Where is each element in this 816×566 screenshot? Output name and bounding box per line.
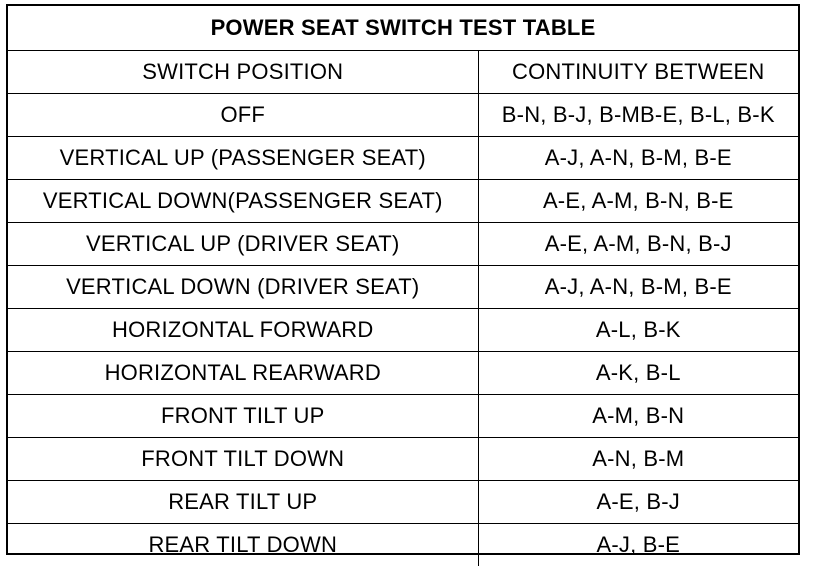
table-row xyxy=(8,309,798,352)
table-row xyxy=(8,352,798,395)
power-seat-switch-test-table xyxy=(8,6,798,566)
table-title: POWER SEAT SWITCH TEST TABLE xyxy=(8,6,798,51)
switch-position-cell: OFF xyxy=(8,94,478,137)
table-row xyxy=(8,395,798,438)
title-row xyxy=(8,6,798,51)
continuity-cell: A-N, B-M xyxy=(478,438,798,481)
switch-position-cell: VERTICAL DOWN(PASSENGER SEAT) xyxy=(8,180,478,223)
test-table-frame xyxy=(6,4,800,555)
table-row xyxy=(8,266,798,309)
switch-position-cell: VERTICAL UP (PASSENGER SEAT) xyxy=(8,137,478,180)
column-header-switch-position: SWITCH POSITION xyxy=(8,51,478,94)
continuity-cell: A-J, A-N, B-M, B-E xyxy=(478,266,798,309)
table-row xyxy=(8,137,798,180)
switch-position-cell: HORIZONTAL FORWARD xyxy=(8,309,478,352)
continuity-cell: A-J, A-N, B-M, B-E xyxy=(478,137,798,180)
switch-position-cell: HORIZONTAL REARWARD xyxy=(8,352,478,395)
table-row xyxy=(8,438,798,481)
continuity-cell: A-E, A-M, B-N, B-J xyxy=(478,223,798,266)
continuity-cell: B-N, B-J, B-MB-E, B-L, B-K xyxy=(478,94,798,137)
switch-position-cell: REAR TILT UP xyxy=(8,481,478,524)
switch-position-cell: VERTICAL UP (DRIVER SEAT) xyxy=(8,223,478,266)
column-header-continuity-between: CONTINUITY BETWEEN xyxy=(478,51,798,94)
continuity-cell: A-K, B-L xyxy=(478,352,798,395)
continuity-cell: A-E, A-M, B-N, B-E xyxy=(478,180,798,223)
switch-position-cell: REAR TILT DOWN xyxy=(8,524,478,566)
switch-position-cell: FRONT TILT UP xyxy=(8,395,478,438)
header-row xyxy=(8,51,798,94)
continuity-cell: A-E, B-J xyxy=(478,481,798,524)
table-row xyxy=(8,524,798,566)
continuity-cell: A-M, B-N xyxy=(478,395,798,438)
table-row xyxy=(8,481,798,524)
table-row xyxy=(8,94,798,137)
table-row xyxy=(8,180,798,223)
continuity-cell: A-J, B-E xyxy=(478,524,798,566)
switch-position-cell: FRONT TILT DOWN xyxy=(8,438,478,481)
switch-position-cell: VERTICAL DOWN (DRIVER SEAT) xyxy=(8,266,478,309)
table-row xyxy=(8,223,798,266)
continuity-cell: A-L, B-K xyxy=(478,309,798,352)
